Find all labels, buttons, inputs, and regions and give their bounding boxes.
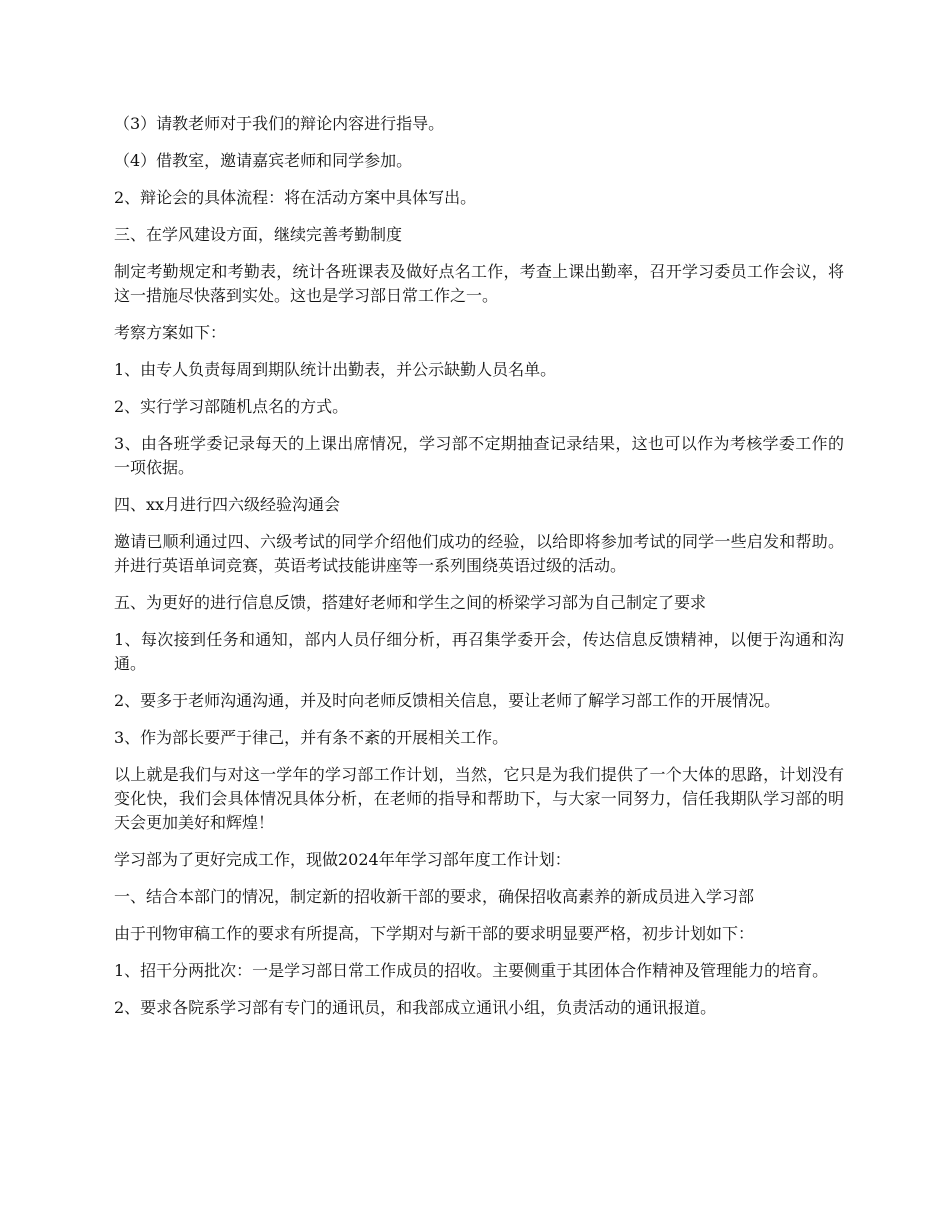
- paragraph: 2、辩论会的具体流程：将在活动方案中具体写出。: [114, 188, 477, 207]
- list-item: 3、作为部长要严于律己，并有条不紊的开展相关工作。: [114, 728, 509, 747]
- paragraph: 邀请已顺利通过四、六级考试的同学介绍他们成功的经验，以给即将参加考试的同学一些启发和帮助。并进行英语单词竞赛，英语考试技能讲座等一系列围绕英语过级的活动。: [114, 532, 844, 575]
- paragraph: 以上就是我们与对这一学年的学习部工作计划，当然，它只是为我们提供了一个大体的思路，计划没有变化快，我们会具体情况具体分析，在老师的指导和帮助下，与大家一同努力，信任我期队学习部的明天会更加美好和辉煌！: [114, 765, 844, 832]
- section-heading: 一、结合本部门的情况，制定新的招收新干部的要求，确保招收高素养的新成员进入学习部: [114, 887, 755, 906]
- list-item: 1、由专人负责每周到期队统计出勤表，并公示缺勤人员名单。: [114, 360, 557, 379]
- list-item: 2、实行学习部随机点名的方式。: [114, 397, 349, 416]
- list-item: 1、每次接到任务和通知，部内人员仔细分析，再召集学委开会，传达信息反馈精神，以便于沟通和沟通。: [114, 630, 844, 673]
- paragraph: 考察方案如下：: [114, 323, 227, 342]
- paragraph: 由于刊物审稿工作的要求有所提高，下学期对与新干部的要求明显要严格，初步计划如下：: [114, 924, 755, 943]
- paragraph: （4）借教室，邀请嘉宾老师和同学参加。: [114, 151, 413, 170]
- list-item: 3、由各班学委记录每天的上课出席情况，学习部不定期抽查记录结果，这也可以作为考核学委工作的一项依据。: [114, 434, 844, 477]
- paragraph: 制定考勤规定和考勤表，统计各班课表及做好点名工作，考查上课出勤率，召开学习委员工作会议，将这一措施尽快落到实处。这也是学习部日常工作之一。: [114, 262, 844, 305]
- paragraph: （3）请教老师对于我们的辩论内容进行指导。: [114, 114, 445, 133]
- section-heading: 四、xx月进行四六级经验沟通会: [114, 495, 341, 514]
- list-item: 2、要多于老师沟通沟通，并及时向老师反馈相关信息，要让老师了解学习部工作的开展情况。: [114, 691, 781, 710]
- paragraph: 学习部为了更好完成工作，现做2024年年学习部年度工作计划：: [114, 850, 571, 869]
- section-heading: 五、为更好的进行信息反馈，搭建好老师和学生之间的桥梁学习部为自己制定了要求: [114, 593, 707, 612]
- document-body: [114, 112, 844, 1033]
- list-item: 1、招干分两批次：一是学习部日常工作成员的招收。主要侧重于其团体合作精神及管理能力的培育。: [114, 961, 829, 980]
- section-heading: 三、在学风建设方面，继续完善考勤制度: [114, 225, 403, 244]
- list-item: 2、要求各院系学习部有专门的通讯员，和我部成立通讯小组，负责活动的通讯报道。: [114, 998, 717, 1017]
